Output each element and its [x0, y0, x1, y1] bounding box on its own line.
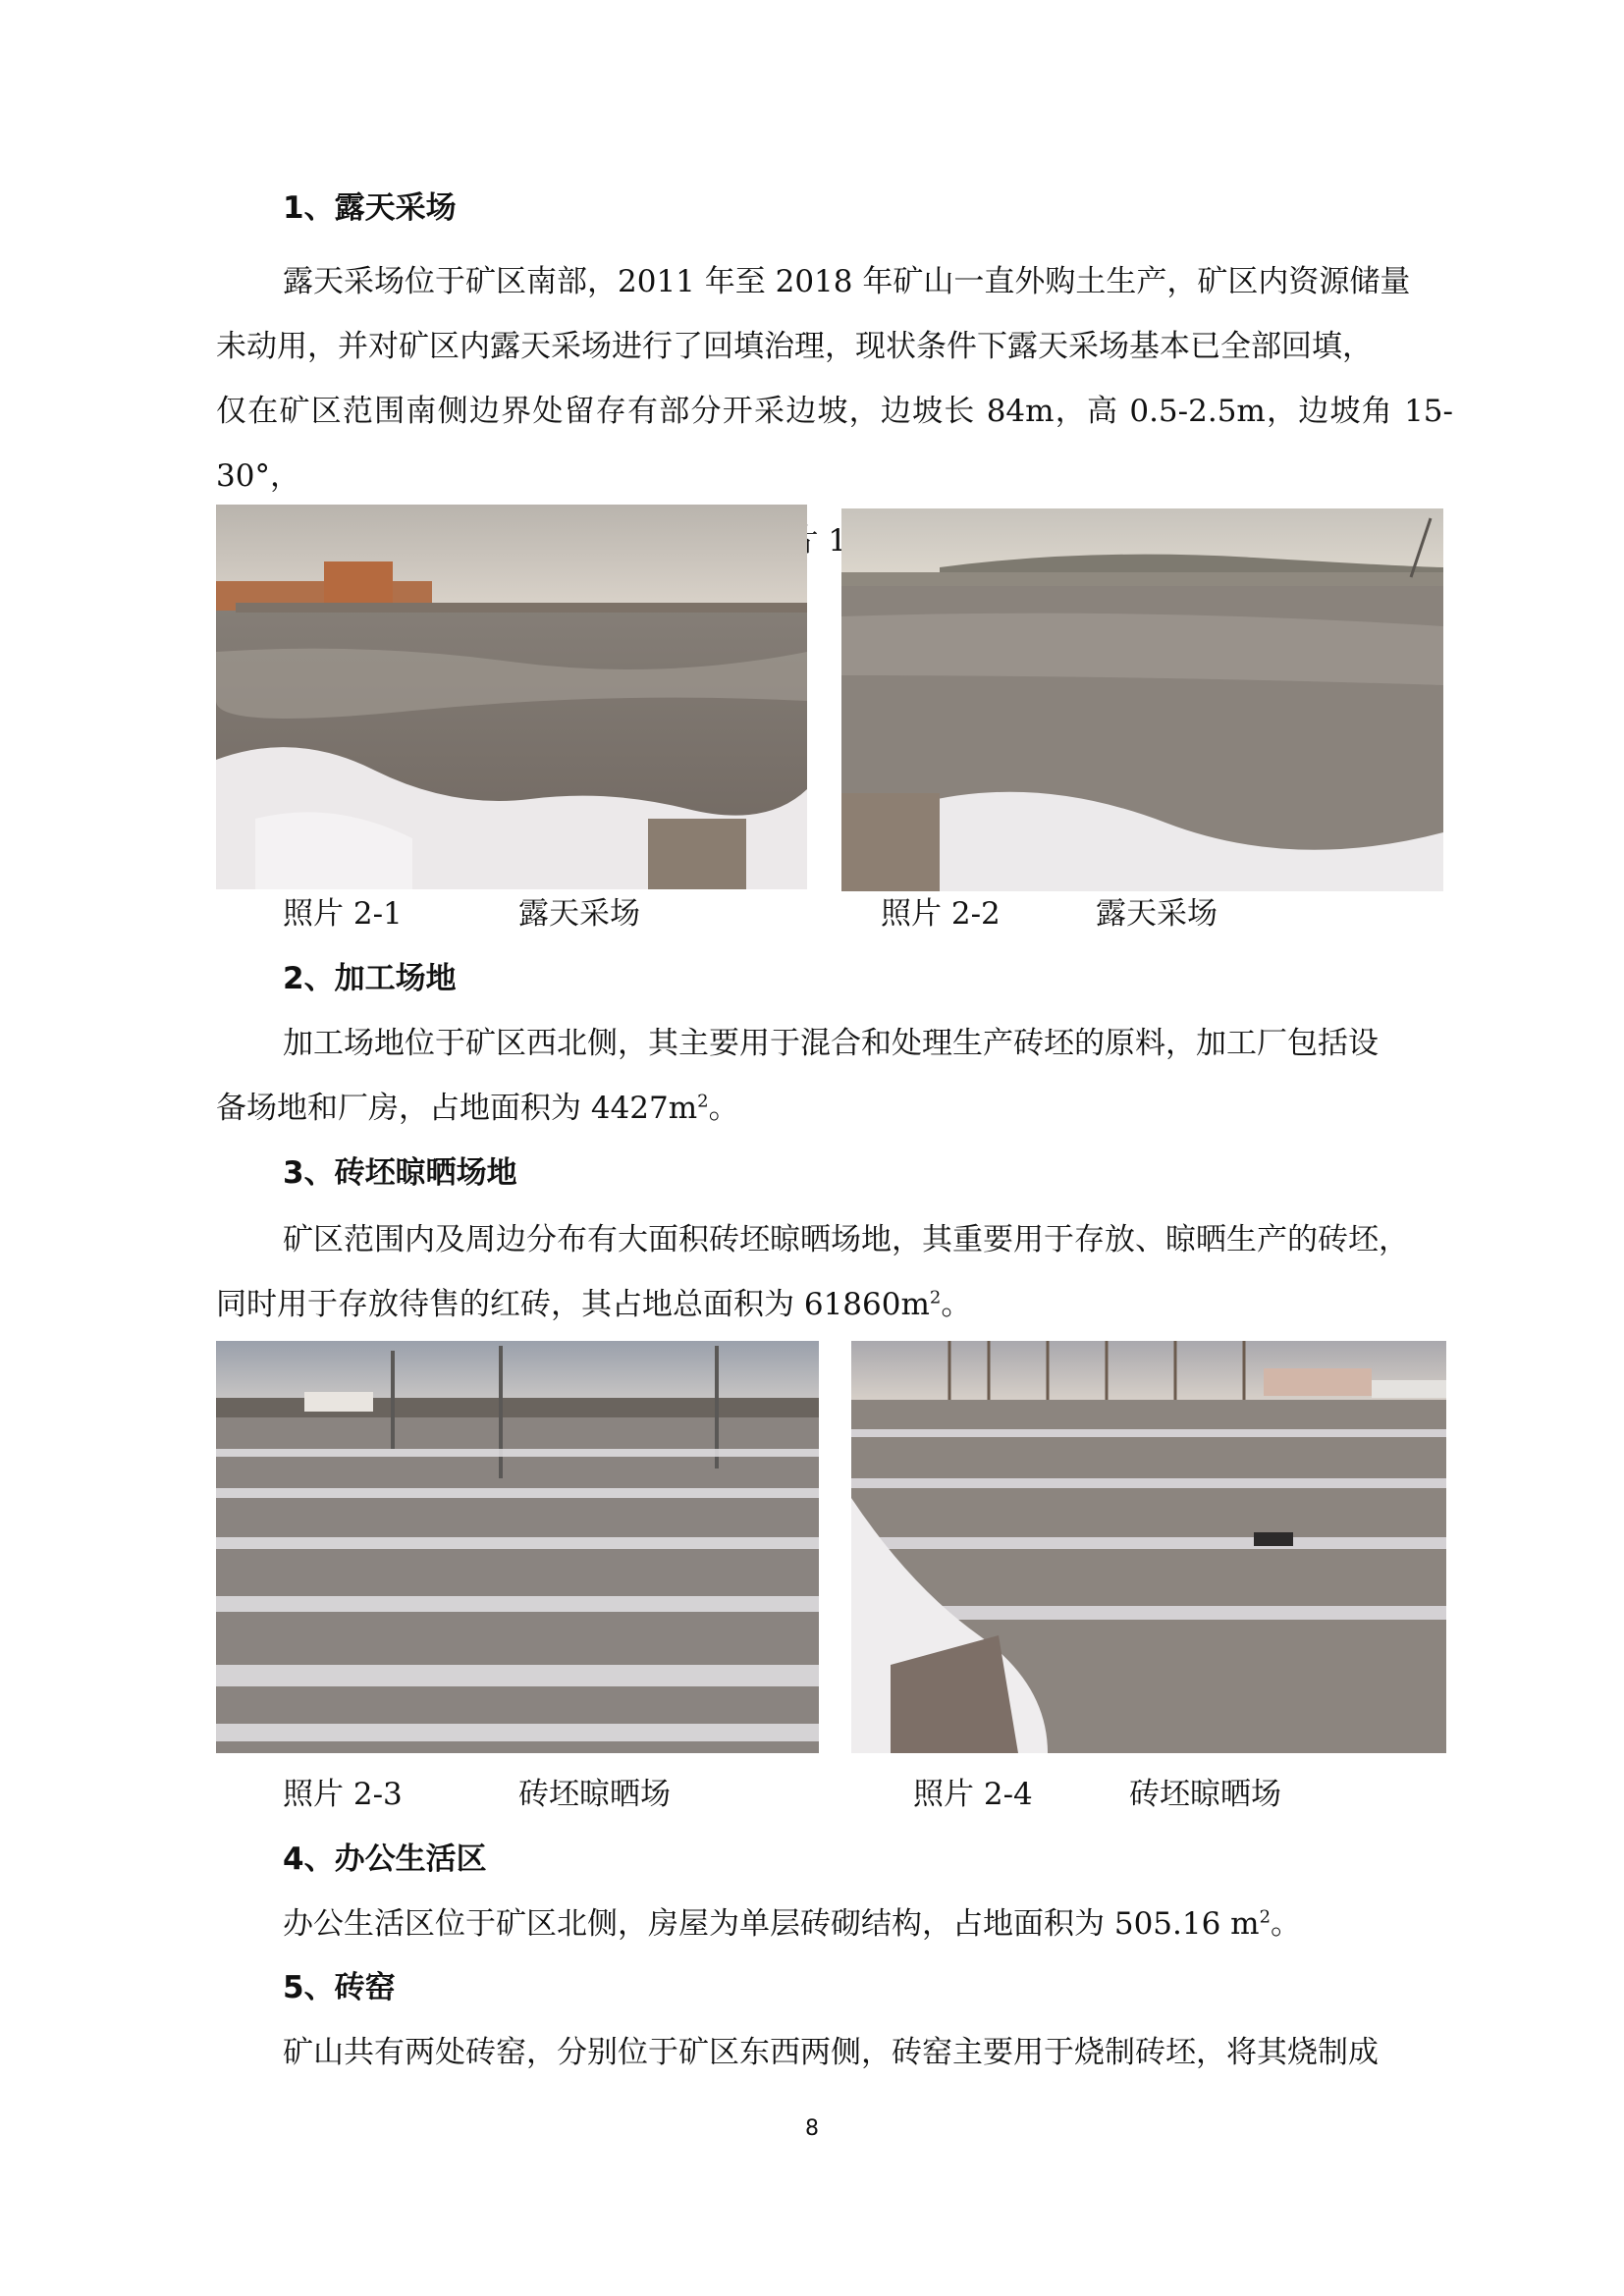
paragraph-line: 未动用，并对矿区内露天采场进行了回填治理，现状条件下露天采场基本已全部回填， [216, 329, 1373, 364]
paragraph-line: 同时用于存放待售的红砖，其占地总面积为 $61860m^2$。 [216, 1287, 972, 1322]
paragraph-line: 备场地和厂房，占地面积为 $4427m^2$。 [216, 1091, 739, 1126]
section-heading-office-area: 4、办公生活区 [283, 1842, 487, 1877]
photo-title: 砖坯晾晒场 [1129, 1777, 1281, 1812]
paragraph-line: 露天采场位于矿区南部，2011 年至 2018 年矿山一直外购土生产，矿区内资源储量 [283, 264, 1411, 299]
photo-label: 照片 2-2 [881, 896, 1001, 932]
paragraph-line: 加工场地位于矿区西北侧，其主要用于混合和处理生产砖坯的原料，加工厂包括设 [283, 1026, 1379, 1061]
paragraph-drying-site [216, 1207, 1453, 1337]
section-heading-open-pit: 1、露天采场 [283, 190, 457, 226]
photo-title: 露天采场 [518, 896, 640, 932]
paragraph-processing-site [216, 1011, 1453, 1141]
paragraph-office-area [216, 1892, 1453, 1956]
paragraph-brick-kiln [216, 2020, 1453, 2085]
paragraph-line: 办公生活区位于矿区北侧，房屋为单层砖砌结构，占地面积为 505.16 $m^2$。 [283, 1906, 1302, 1942]
paragraph-line: 矿山共有两处砖窑，分别位于矿区东西两侧，砖窑主要用于烧制砖坯，将其烧制成 [283, 2035, 1379, 2070]
paragraph-line: 矿区范围内及周边分布有大面积砖坯晾晒场地，其重要用于存放、晾晒生产的砖坯， [283, 1222, 1409, 1257]
photo-drying-site-1 [216, 1341, 819, 1753]
photo-label: 照片 2-1 [283, 896, 403, 932]
photo-label: 照片 2-4 [913, 1777, 1033, 1812]
photo-title: 砖坯晾晒场 [518, 1777, 671, 1812]
page-number: 8 [805, 2116, 819, 2141]
section-heading-brick-kiln: 5、砖窑 [283, 1970, 396, 2005]
paragraph-line: 仅在矿区范围南侧边界处留存有部分开采边坡，边坡长 84m，高 0.5-2.5m，边坡角 15-30°， [216, 394, 1453, 494]
photo-drying-site-2 [851, 1341, 1446, 1753]
photo-open-pit-2 [841, 508, 1443, 891]
photo-label: 照片 2-3 [283, 1777, 403, 1812]
section-heading-processing-site: 2、加工场地 [283, 961, 457, 996]
photo-open-pit-1 [216, 505, 807, 889]
photo-title: 露天采场 [1096, 896, 1218, 932]
section-heading-drying-site: 3、砖坯晾晒场地 [283, 1155, 517, 1191]
